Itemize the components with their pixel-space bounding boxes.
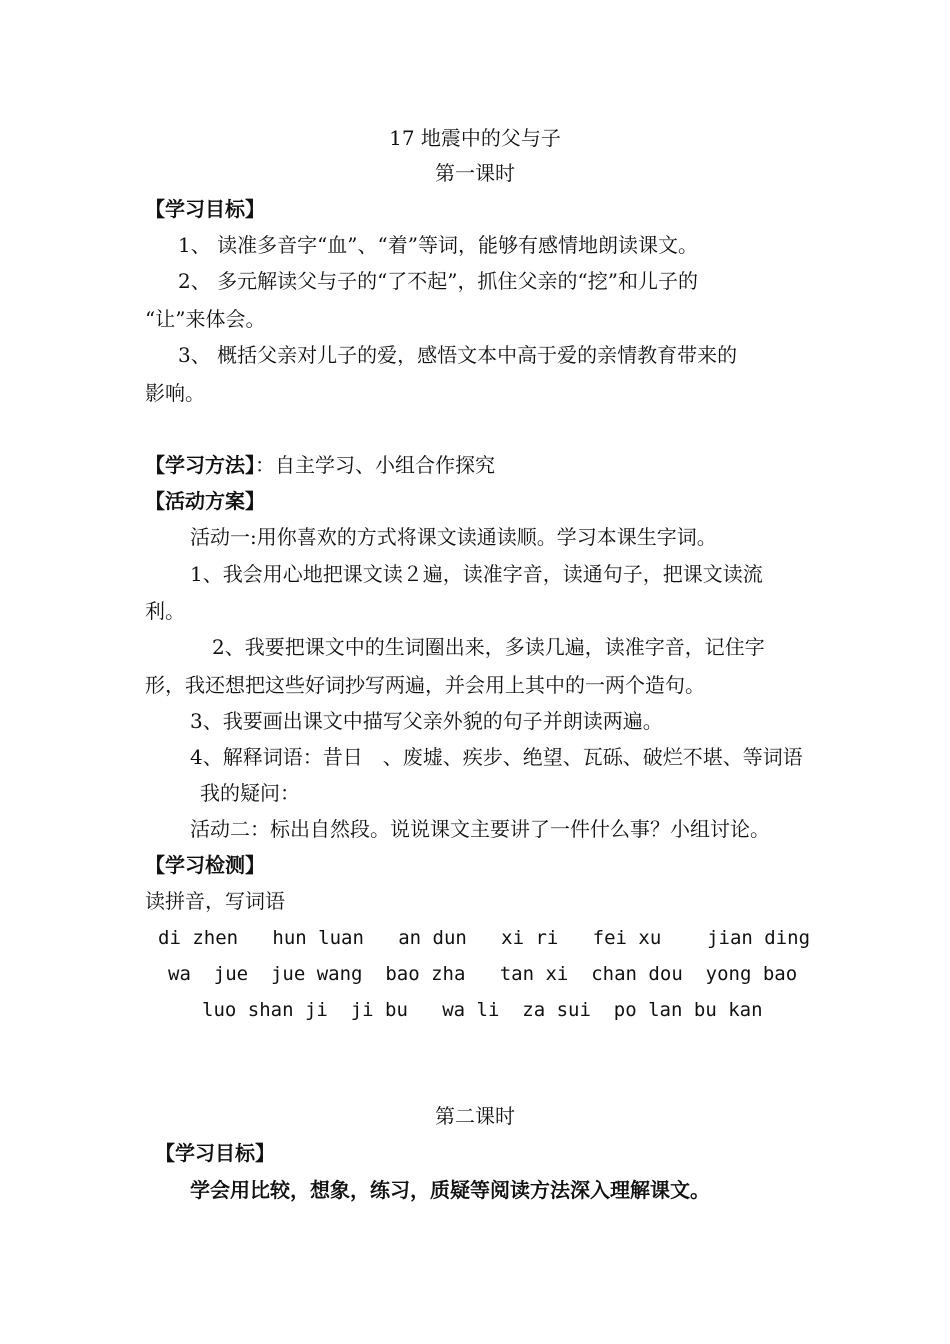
activity-line-1: 活动一:用你喜欢的方式将课文读通读顺。学习本课生字词。 (190, 525, 717, 549)
activity-line-4: 2、我要把课文中的生词圈出来，多读几遍，读准字音，记住字 (212, 635, 765, 659)
activity-line-6: 3、我要画出课文中描写父亲外貌的句子并朗读两遍。 (190, 709, 663, 733)
method-text: ：自主学习、小组合作探究 (255, 453, 495, 477)
activities-label: 【活动方案】 (145, 489, 265, 513)
objective-line-2: 2、 多元解读父与子的“了不起”，抓住父亲的“挖”和儿子的 (178, 269, 698, 293)
activity-line-7: 4、解释词语：昔日 、废墟、疾步、绝望、瓦砾、破烂不堪、等词语 (190, 745, 803, 769)
period2-heading: 第二课时 (435, 1104, 515, 1128)
pinyin-row-1: di zhen hun luan an dun xi ri fei xu jian ding (158, 927, 811, 949)
lesson-title: 17 地震中的父与子 (389, 126, 561, 150)
objective-line-4: 3、 概括父亲对儿子的爱，感悟文本中高于爱的亲情教育带来的 (178, 343, 738, 367)
objective-line-1: 1、 读准多音字“血”、“着”等词，能够有感情地朗读课文。 (178, 233, 698, 257)
period1-heading: 第一课时 (435, 161, 515, 185)
activity-line-9: 活动二：标出自然段。说说课文主要讲了一件什么事？小组讨论。 (190, 817, 770, 841)
method-label: 【学习方法】 (145, 453, 255, 477)
objective-line-5: 影响。 (145, 381, 205, 405)
pinyin-row-2: wa jue jue wang bao zha tan xi chan dou yong bao (168, 963, 798, 985)
period2-objective-text: 学会用比较，想象，练习，质疑等阅读方法深入理解课文。 (190, 1178, 710, 1202)
check-instruction: 读拼音，写词语 (145, 889, 285, 913)
activity-line-3: 利。 (145, 599, 185, 623)
activity-line-5: 形，我还想把这些好词抄写两遍，并会用上其中的一两个造句。 (145, 673, 705, 697)
check-label: 【学习检测】 (145, 853, 265, 877)
activity-line-2: 1、我会用心地把课文读２遍，读准字音，读通句子，把课文读流 (190, 562, 763, 586)
method-row (145, 451, 495, 479)
period2-objectives-label: 【学习目标】 (155, 1141, 275, 1165)
pinyin-row-3: luo shan ji ji bu wa li za sui po lan bu kan (202, 999, 763, 1021)
objectives-label: 【学习目标】 (145, 197, 265, 221)
objective-line-3: “让”来体会。 (145, 307, 266, 331)
activity-line-8: 我的疑问： (200, 781, 300, 805)
